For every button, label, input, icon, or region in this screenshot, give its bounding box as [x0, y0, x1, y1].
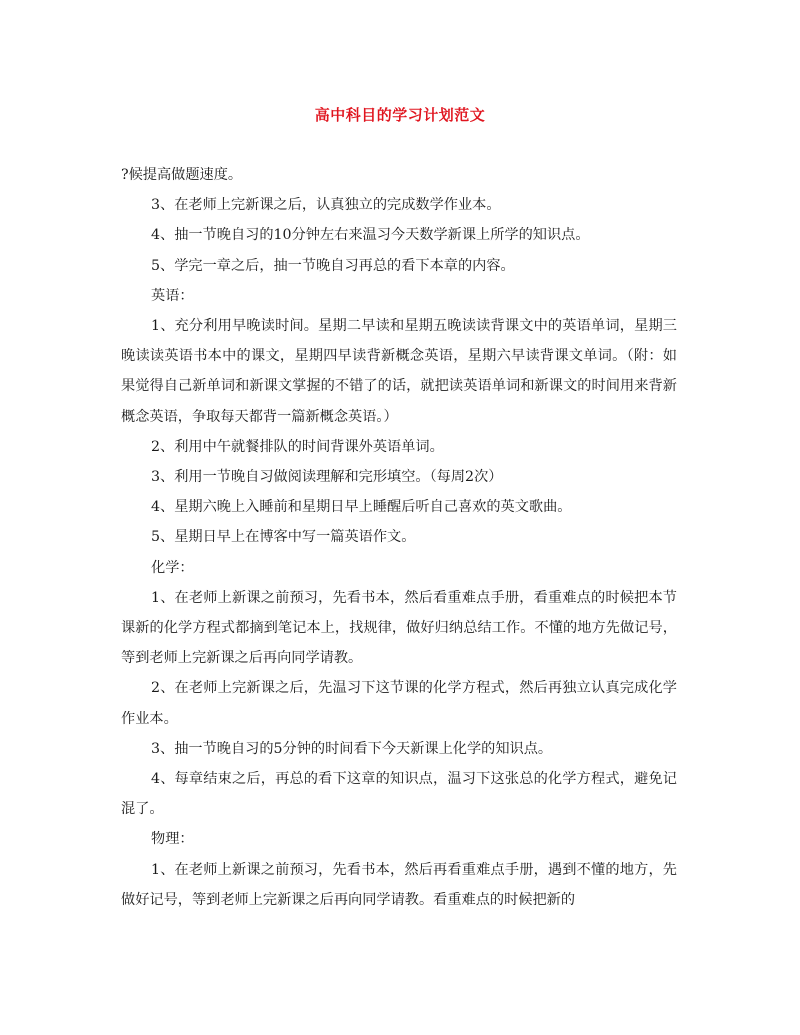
- paragraph-english-1: 1、充分利用早晚读时间。星期二早读和星期五晚读读背课文中的英语单词，星期三晚读读英语书本中的课文，星期四早读背新概念英语，星期六早读背课文单词。（附：如果觉得自己新单词和新课文掌握的不错了的话，就把读英语单词和新课文的时间用来背新概念英语，争取每天都背一篇新概念英语。）: [121, 318, 677, 425]
- paragraph-chemistry-2: 2、在老师上完新课之后，先温习下这节课的化学方程式，然后再独立认真完成化学作业本。: [121, 680, 677, 727]
- document-title: 高中科目的学习计划范文: [314, 106, 486, 124]
- section-heading-english: 英语：: [151, 287, 194, 304]
- paragraph-chemistry-3: 3、抽一节晚自习的5分钟的时间看下今天新课上化学的知识点。: [151, 740, 553, 757]
- paragraph-math-4: 4、抽一节晚自习的10分钟左右来温习今天数学新课上所学的知识点。: [151, 227, 590, 244]
- paragraph-english-4: 4、星期六晚上入睡前和星期日早上睡醒后听自己喜欢的英文歌曲。: [151, 499, 572, 516]
- paragraph-english-5: 5、星期日早上在博客中写一篇英语作文。: [151, 529, 416, 546]
- paragraph-continuation: ?候提高做题速度。: [121, 167, 243, 183]
- paragraph-english-2: 2、利用中午就餐排队的时间背课外英语单词。: [151, 438, 444, 455]
- paragraph-english-3: 3、利用一节晚自习做阅读理解和完形填空。（每周2次）: [151, 469, 503, 486]
- document-body: [121, 160, 677, 915]
- paragraph-physics-1: 1、在老师上新课之前预习，先看书本，然后再看重难点手册，遇到不懂的地方，先做好记号，等到老师上完新课之后再向同学请教。看重难点的时候把新的: [121, 861, 677, 908]
- section-heading-physics: 物理：: [151, 831, 194, 848]
- paragraph-math-3: 3、在老师上完新课之后，认真独立的完成数学作业本。: [151, 197, 501, 214]
- paragraph-chemistry-1: 1、在老师上新课之前预习，先看书本，然后看重难点手册，看重难点的时候把本节课新的化学方程式都摘到笔记本上，找规律，做好归纳总结工作。不懂的地方先做记号，等到老师上完新课之后再向同学请教。: [121, 589, 677, 667]
- paragraph-chemistry-4: 4、每章结束之后，再总的看下这章的知识点，温习下这张总的化学方程式，避免记混了。: [121, 771, 677, 818]
- paragraph-math-5: 5、学完一章之后，抽一节晚自习再总的看下本章的内容。: [151, 257, 515, 274]
- section-heading-chemistry: 化学：: [151, 559, 194, 576]
